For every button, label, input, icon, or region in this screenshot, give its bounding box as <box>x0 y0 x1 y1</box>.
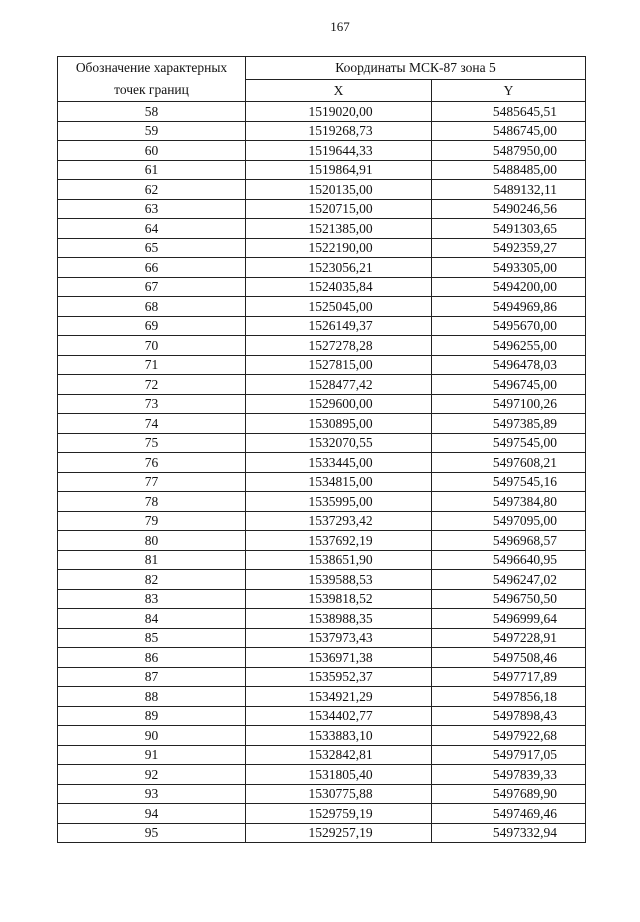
y-coordinate-cell: 5497508,46 <box>432 648 586 668</box>
point-number-cell: 91 <box>58 745 246 765</box>
y-coordinate-cell: 5497717,89 <box>432 667 586 687</box>
point-number-cell: 93 <box>58 784 246 804</box>
y-coordinate-cell: 5497608,21 <box>432 453 586 473</box>
x-coordinate-cell: 1523056,21 <box>246 258 432 278</box>
y-coordinate-cell: 5496247,02 <box>432 570 586 590</box>
x-coordinate-cell: 1528477,42 <box>246 375 432 395</box>
y-coordinate-cell: 5497100,26 <box>432 394 586 414</box>
point-number-cell: 58 <box>58 102 246 122</box>
y-coordinate-cell: 5493305,00 <box>432 258 586 278</box>
table-row <box>58 804 586 824</box>
point-number-cell: 60 <box>58 141 246 161</box>
header-y: Y <box>432 79 586 102</box>
y-coordinate-cell: 5496750,50 <box>432 589 586 609</box>
table-row <box>58 121 586 141</box>
y-coordinate-cell: 5497332,94 <box>432 823 586 843</box>
point-number-cell: 71 <box>58 355 246 375</box>
point-number-cell: 85 <box>58 628 246 648</box>
x-coordinate-cell: 1519268,73 <box>246 121 432 141</box>
y-coordinate-cell: 5492359,27 <box>432 238 586 258</box>
y-coordinate-cell: 5497545,16 <box>432 472 586 492</box>
point-number-cell: 66 <box>58 258 246 278</box>
y-coordinate-cell: 5497922,68 <box>432 726 586 746</box>
point-number-cell: 70 <box>58 336 246 356</box>
y-coordinate-cell: 5490246,56 <box>432 199 586 219</box>
table-row <box>58 570 586 590</box>
y-coordinate-cell: 5496255,00 <box>432 336 586 356</box>
y-coordinate-cell: 5496640,95 <box>432 550 586 570</box>
table-row <box>58 336 586 356</box>
point-number-cell: 72 <box>58 375 246 395</box>
x-coordinate-cell: 1534402,77 <box>246 706 432 726</box>
x-coordinate-cell: 1530895,00 <box>246 414 432 434</box>
x-coordinate-cell: 1534921,29 <box>246 687 432 707</box>
table-row <box>58 258 586 278</box>
x-coordinate-cell: 1535952,37 <box>246 667 432 687</box>
point-number-cell: 83 <box>58 589 246 609</box>
y-coordinate-cell: 5497689,90 <box>432 784 586 804</box>
y-coordinate-cell: 5486745,00 <box>432 121 586 141</box>
x-coordinate-cell: 1530775,88 <box>246 784 432 804</box>
x-coordinate-cell: 1531805,40 <box>246 765 432 785</box>
x-coordinate-cell: 1529257,19 <box>246 823 432 843</box>
point-number-cell: 62 <box>58 180 246 200</box>
table-row <box>58 238 586 258</box>
point-number-cell: 80 <box>58 531 246 551</box>
point-number-cell: 86 <box>58 648 246 668</box>
x-coordinate-cell: 1537293,42 <box>246 511 432 531</box>
table-row <box>58 667 586 687</box>
point-number-cell: 92 <box>58 765 246 785</box>
point-number-cell: 67 <box>58 277 246 297</box>
table-row <box>58 453 586 473</box>
x-coordinate-cell: 1521385,00 <box>246 219 432 239</box>
point-number-cell: 75 <box>58 433 246 453</box>
table-row <box>58 277 586 297</box>
table-row <box>58 316 586 336</box>
point-number-cell: 95 <box>58 823 246 843</box>
table-body <box>58 102 586 843</box>
x-coordinate-cell: 1522190,00 <box>246 238 432 258</box>
table-row <box>58 706 586 726</box>
table-row <box>58 394 586 414</box>
point-number-cell: 89 <box>58 706 246 726</box>
table-row <box>58 531 586 551</box>
header-point-line1: Обозначение характерных <box>75 60 228 75</box>
y-coordinate-cell: 5491303,65 <box>432 219 586 239</box>
table-row <box>58 355 586 375</box>
x-coordinate-cell: 1535995,00 <box>246 492 432 512</box>
point-number-cell: 79 <box>58 511 246 531</box>
x-coordinate-cell: 1519644,33 <box>246 141 432 161</box>
y-coordinate-cell: 5497469,46 <box>432 804 586 824</box>
point-number-cell: 90 <box>58 726 246 746</box>
x-coordinate-cell: 1539588,53 <box>246 570 432 590</box>
x-coordinate-cell: 1526149,37 <box>246 316 432 336</box>
table-row <box>58 433 586 453</box>
table-header <box>58 57 586 102</box>
y-coordinate-cell: 5497856,18 <box>432 687 586 707</box>
x-coordinate-cell: 1527278,28 <box>246 336 432 356</box>
x-coordinate-cell: 1536971,38 <box>246 648 432 668</box>
point-number-cell: 74 <box>58 414 246 434</box>
table-row <box>58 180 586 200</box>
y-coordinate-cell: 5488485,00 <box>432 160 586 180</box>
point-number-cell: 94 <box>58 804 246 824</box>
table-row <box>58 609 586 629</box>
point-number-cell: 81 <box>58 550 246 570</box>
y-coordinate-cell: 5494200,00 <box>432 277 586 297</box>
point-number-cell: 61 <box>58 160 246 180</box>
table-row <box>58 199 586 219</box>
point-number-cell: 76 <box>58 453 246 473</box>
x-coordinate-cell: 1524035,84 <box>246 277 432 297</box>
x-coordinate-cell: 1539818,52 <box>246 589 432 609</box>
point-number-cell: 78 <box>58 492 246 512</box>
y-coordinate-cell: 5497095,00 <box>432 511 586 531</box>
page-number: 167 <box>330 19 350 34</box>
x-coordinate-cell: 1538988,35 <box>246 609 432 629</box>
x-coordinate-cell: 1529759,19 <box>246 804 432 824</box>
x-coordinate-cell: 1537692,19 <box>246 531 432 551</box>
y-coordinate-cell: 5494969,86 <box>432 297 586 317</box>
table-row <box>58 784 586 804</box>
table-row <box>58 823 586 843</box>
y-coordinate-cell: 5497898,43 <box>432 706 586 726</box>
table-row <box>58 297 586 317</box>
point-number-cell: 88 <box>58 687 246 707</box>
table-row <box>58 687 586 707</box>
point-number-cell: 87 <box>58 667 246 687</box>
x-coordinate-cell: 1519864,91 <box>246 160 432 180</box>
y-coordinate-cell: 5485645,51 <box>432 102 586 122</box>
point-number-cell: 68 <box>58 297 246 317</box>
x-coordinate-cell: 1519020,00 <box>246 102 432 122</box>
x-coordinate-cell: 1529600,00 <box>246 394 432 414</box>
y-coordinate-cell: 5496478,03 <box>432 355 586 375</box>
point-number-cell: 63 <box>58 199 246 219</box>
y-coordinate-cell: 5496968,57 <box>432 531 586 551</box>
y-coordinate-cell: 5497839,33 <box>432 765 586 785</box>
y-coordinate-cell: 5497545,00 <box>432 433 586 453</box>
header-x: X <box>246 79 432 102</box>
table-row <box>58 765 586 785</box>
table-row <box>58 628 586 648</box>
x-coordinate-cell: 1537973,43 <box>246 628 432 648</box>
point-number-cell: 77 <box>58 472 246 492</box>
y-coordinate-cell: 5496999,64 <box>432 609 586 629</box>
y-coordinate-cell: 5496745,00 <box>432 375 586 395</box>
table-row <box>58 492 586 512</box>
coordinates-table <box>57 56 586 843</box>
table-row <box>58 414 586 434</box>
x-coordinate-cell: 1525045,00 <box>246 297 432 317</box>
header-coordinates-group: Координаты МСК-87 зона 5 <box>246 57 586 80</box>
header-point-designation <box>58 57 246 102</box>
point-number-cell: 82 <box>58 570 246 590</box>
x-coordinate-cell: 1534815,00 <box>246 472 432 492</box>
y-coordinate-cell: 5497917,05 <box>432 745 586 765</box>
x-coordinate-cell: 1533445,00 <box>246 453 432 473</box>
table-row <box>58 219 586 239</box>
table-row <box>58 726 586 746</box>
table-row <box>58 511 586 531</box>
table-row <box>58 375 586 395</box>
x-coordinate-cell: 1520135,00 <box>246 180 432 200</box>
point-number-cell: 64 <box>58 219 246 239</box>
y-coordinate-cell: 5497384,80 <box>432 492 586 512</box>
point-number-cell: 73 <box>58 394 246 414</box>
y-coordinate-cell: 5489132,11 <box>432 180 586 200</box>
y-coordinate-cell: 5495670,00 <box>432 316 586 336</box>
table-row <box>58 160 586 180</box>
x-coordinate-cell: 1533883,10 <box>246 726 432 746</box>
point-number-cell: 69 <box>58 316 246 336</box>
y-coordinate-cell: 5497385,89 <box>432 414 586 434</box>
x-coordinate-cell: 1520715,00 <box>246 199 432 219</box>
table-row <box>58 472 586 492</box>
y-coordinate-cell: 5487950,00 <box>432 141 586 161</box>
table-row <box>58 648 586 668</box>
x-coordinate-cell: 1532842,81 <box>246 745 432 765</box>
x-coordinate-cell: 1532070,55 <box>246 433 432 453</box>
table-row <box>58 141 586 161</box>
table-row <box>58 745 586 765</box>
point-number-cell: 59 <box>58 121 246 141</box>
point-number-cell: 65 <box>58 238 246 258</box>
table-row <box>58 589 586 609</box>
x-coordinate-cell: 1538651,90 <box>246 550 432 570</box>
table-row <box>58 550 586 570</box>
header-point-line2: точек границ <box>114 82 189 97</box>
table-row <box>58 102 586 122</box>
y-coordinate-cell: 5497228,91 <box>432 628 586 648</box>
point-number-cell: 84 <box>58 609 246 629</box>
x-coordinate-cell: 1527815,00 <box>246 355 432 375</box>
